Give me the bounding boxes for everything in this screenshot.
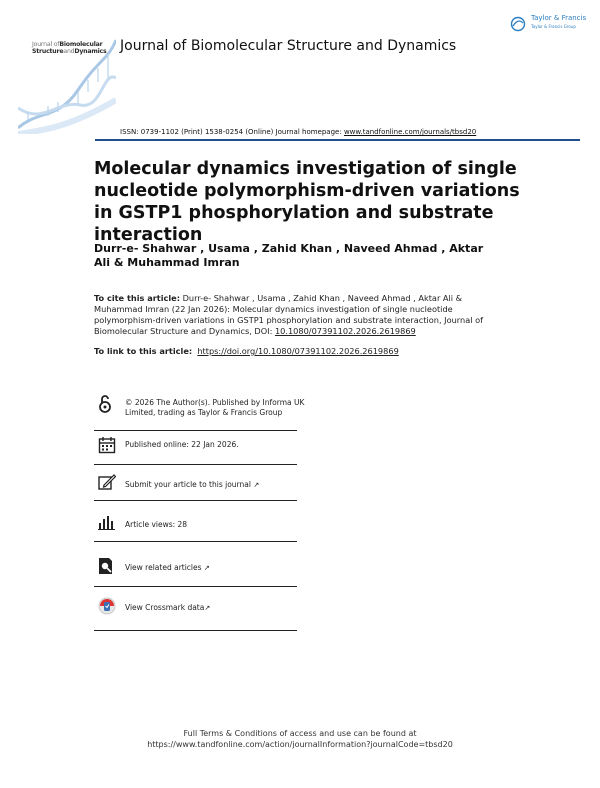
published-online-text: Published online: 22 Jan 2026.: [125, 440, 239, 449]
cover-title-line1: Journal of: [32, 41, 60, 48]
info-divider: [94, 630, 297, 631]
crossmark-label: View Crossmark data: [125, 603, 205, 612]
info-divider: [94, 541, 297, 542]
publisher-logo-subtext: Taylor & Francis Group: [531, 24, 576, 29]
cover-title: [32, 42, 106, 55]
submit-article-item[interactable]: [94, 474, 304, 498]
bar-chart-icon: [98, 514, 116, 530]
related-articles-item[interactable]: [94, 557, 304, 581]
crossmark-link[interactable]: [125, 603, 305, 614]
crossmark-item[interactable]: [94, 597, 304, 621]
copyright-text: © 2026 The Author(s). Published by Informa UK Limited, trading as Taylor & Francis Group: [125, 398, 305, 417]
journal-homepage-link[interactable]: www.tandfonline.com/journals/tbsd20: [343, 128, 477, 136]
cover-title-line2: Biomolecular: [59, 41, 103, 48]
submit-article-label: Submit your article to this journal: [125, 480, 251, 489]
article-views-item: [94, 514, 304, 538]
info-divider: [94, 586, 297, 587]
info-divider: [94, 500, 297, 501]
header-divider: [95, 139, 580, 141]
submit-article-link[interactable]: [125, 480, 305, 491]
published-online-item: [94, 436, 304, 460]
journal-cover: [18, 30, 116, 134]
citation-label: To cite this article:: [94, 293, 180, 303]
article-doi-link[interactable]: https://doi.org/10.1080/07391102.2026.2619869: [197, 346, 399, 356]
edit-icon: [98, 474, 116, 490]
article-link-label: To link to this article:: [94, 346, 193, 356]
info-divider: [94, 430, 297, 431]
publisher-logo-text: Taylor & Francis: [531, 14, 587, 22]
info-divider: [94, 464, 297, 465]
external-link-icon: ↗: [203, 564, 210, 572]
open-access-icon: [98, 394, 112, 414]
related-articles-label: View related articles: [125, 563, 202, 572]
citation-block: [94, 293, 494, 337]
search-document-icon: [98, 557, 116, 575]
citation-doi-link[interactable]: 10.1080/07391102.2026.2619869: [274, 326, 416, 336]
external-link-icon: ↗: [204, 604, 211, 612]
crossmark-icon: [98, 597, 116, 617]
journal-name: Journal of Biomolecular Structure and Dynamics: [120, 38, 457, 54]
footer-terms-link[interactable]: https://www.tandfonline.com/action/journalInformation?journalCode=tbsd20: [147, 740, 453, 749]
cover-title-line3: Structure: [32, 47, 64, 55]
footer-terms: [0, 728, 600, 750]
calendar-icon: [98, 436, 116, 454]
cover-title-line3b: and: [63, 47, 75, 55]
footer-line1: Full Terms & Conditions of access and use can be found at: [183, 729, 417, 738]
article-authors: Durr-e- Shahwar , Usama , Zahid Khan , Naveed Ahmad , Aktar Ali & Muhammad Imran: [94, 242, 484, 269]
article-link-line: [94, 346, 514, 356]
external-link-icon: ↗: [253, 481, 260, 489]
issn-text: ISSN: 0739-1102 (Print) 1538-0254 (Online) Journal homepage:: [120, 128, 344, 136]
cover-title-line3c: Dynamics: [74, 47, 107, 55]
article-title: Molecular dynamics investigation of single nucleotide polymorphism-driven variations in GSTP1 phosphorylation and substrate interaction: [94, 159, 520, 245]
open-access-item: [94, 392, 304, 432]
citation-text: Durr-e- Shahwar , Usama , Zahid Khan , Naveed Ahmad , Aktar Ali & Muhammad Imran (22 Jan 2026): Molecular dynamics investigation of single nucleotide polymorphism-driven variations in GSTP1 phosphorylation and substrate interaction, Journal of Biomolecular Structure and Dynamics, DOI:: [94, 293, 483, 336]
article-views-text: Article views: 28: [125, 520, 188, 529]
issn-line: [120, 128, 476, 136]
related-articles-link[interactable]: [125, 563, 305, 574]
